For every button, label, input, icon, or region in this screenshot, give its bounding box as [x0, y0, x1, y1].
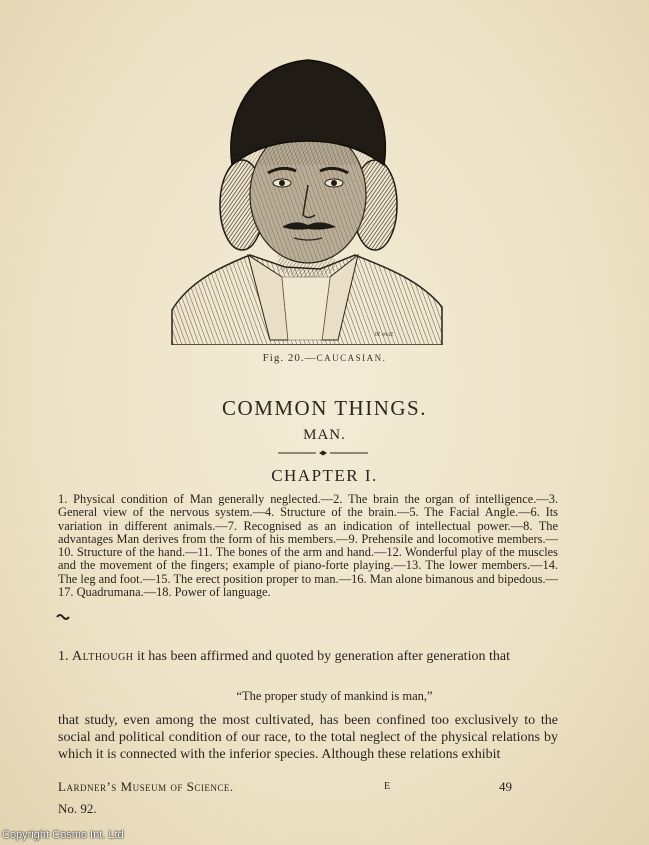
signature-mark: E: [384, 781, 391, 792]
svg-text:ᴰᴱ ˢᴬᴸᴸᴱ: ᴰᴱ ˢᴬᴸᴸᴱ: [375, 333, 394, 339]
chapter-summary: [58, 493, 558, 599]
ink-mark-icon: [56, 613, 70, 621]
caption-name: CAUCASIAN.: [316, 353, 387, 363]
issue-number: No. 92.: [58, 801, 97, 816]
paragraph-start: it has been affirmed and quoted by generation after generation that: [137, 649, 510, 664]
figure-caption: [0, 352, 649, 364]
publication-title: Lardner’s Museum of Science.: [58, 779, 234, 794]
caption-prefix: Fig. 20.—: [262, 352, 317, 364]
lead-word: Although: [72, 649, 134, 664]
summary-text: 1. Physical condition of Man generally neglected.—2. The brain the organ of intelligence.—3. General view of the nervous system.—4. Structure of the brain.—5. The Facial Angle.—6. Its variation in different animals.—7. Recognised as an indication of intellectual power.—8. The advantages Man derives from the form of his members.—9. Prehensile and locomotive members.—10. Structure of the hand.—11. The bones of the arm and hand.—12. Wonderful play of the muscles and the movement of the fingers; example of piano-forte playing.—13. The lower members.—14. The leg and foot.—15. The erect position proper to man.—16. Man alone bimanous and bipedous.—17. Quadrumana.—18. Power of language.: [58, 492, 558, 600]
copyright-watermark: Copyright Cosmo Int. Ltd: [2, 829, 124, 841]
page-number: 49: [499, 779, 512, 794]
bleed-through-text: [419, 30, 649, 360]
paragraph-number: 1.: [58, 649, 69, 664]
portrait-engraving: [170, 55, 445, 345]
page-footer: [58, 779, 558, 795]
page-subtitle: MAN.: [303, 427, 346, 443]
quotation: “The proper study of mankind is man,”: [236, 689, 433, 703]
paragraph-continuation: that study, even among the most cultivated, has been confined too exclusively to the social and political condition of our race, to the total neglect of the physical relations by which it is connected with the inferior species. Although these relations exhibit: [58, 713, 558, 762]
paragraph-1: [58, 648, 558, 665]
chapter-heading: CHAPTER I.: [271, 466, 378, 485]
page-title: COMMON THINGS.: [222, 396, 427, 420]
ornamental-rule: [278, 450, 368, 456]
